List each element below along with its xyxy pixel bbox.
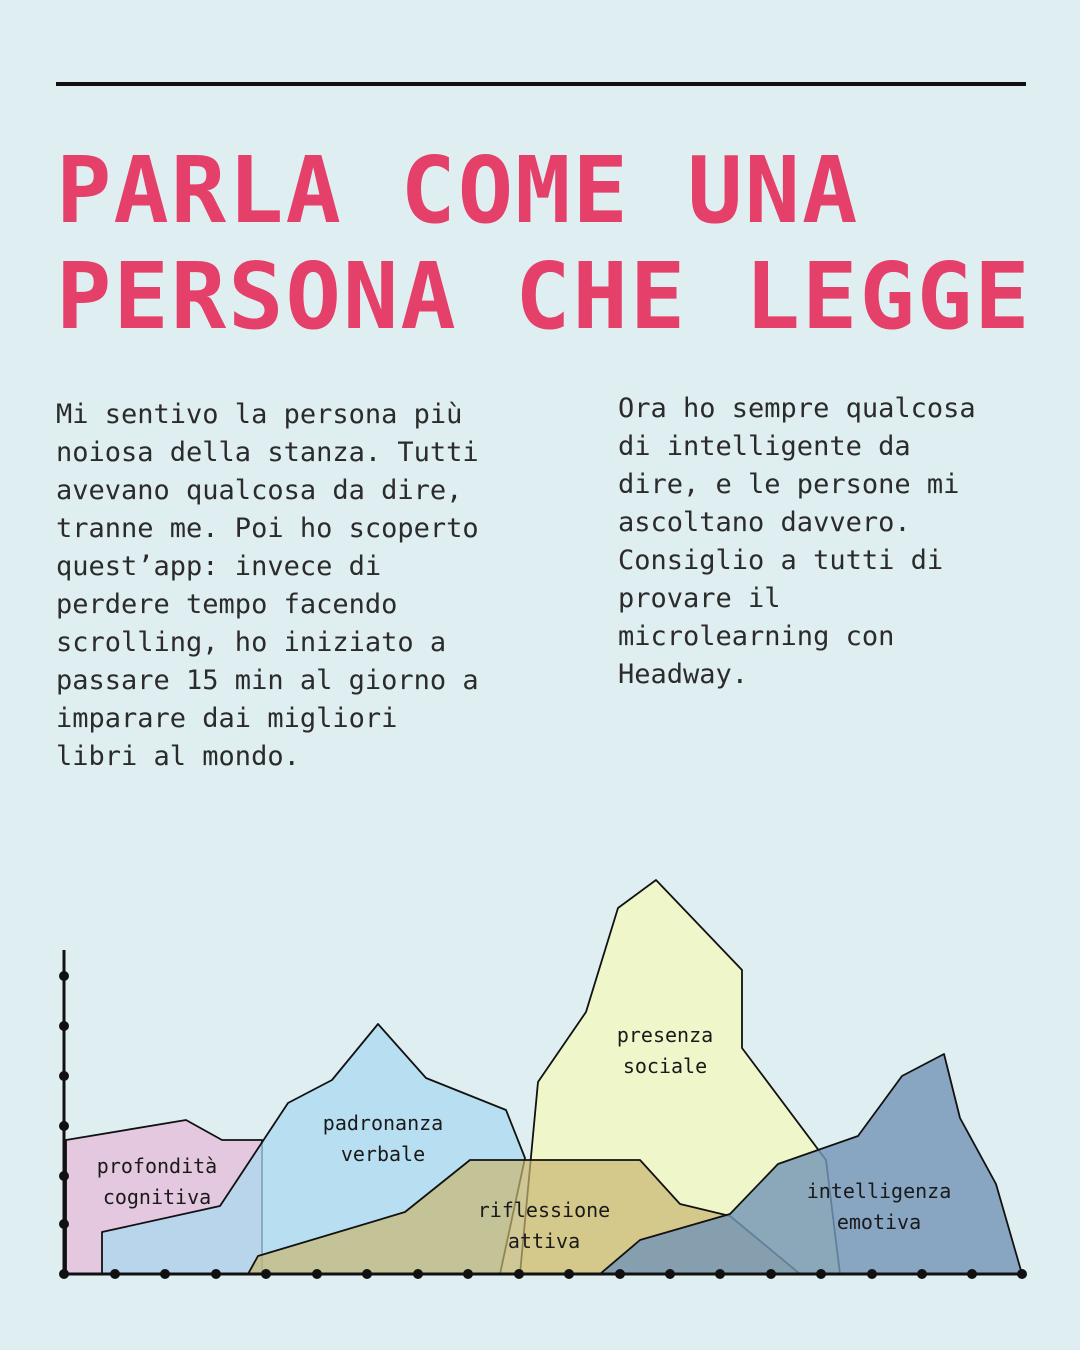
- x-tick: [261, 1269, 271, 1279]
- x-tick: [463, 1269, 473, 1279]
- y-tick: [59, 1171, 69, 1181]
- x-tick: [665, 1269, 675, 1279]
- x-tick: [715, 1269, 725, 1279]
- label-presenza-line1: presenza: [616, 1023, 714, 1047]
- label-riflessione-line2: attiva: [507, 1229, 581, 1253]
- x-tick: [967, 1269, 977, 1279]
- x-tick: [766, 1269, 776, 1279]
- x-tick: [867, 1269, 877, 1279]
- top-rule: [56, 82, 1026, 86]
- x-tick: [110, 1269, 120, 1279]
- skills-area-chart: [0, 860, 1080, 1300]
- x-tick: [211, 1269, 221, 1279]
- x-tick: [59, 1269, 69, 1279]
- label-intelligenza-line1: intelligenza: [806, 1179, 952, 1203]
- x-tick: [362, 1269, 372, 1279]
- x-tick: [514, 1269, 524, 1279]
- label-padronanza-line2: verbale: [340, 1142, 426, 1166]
- x-tick: [413, 1269, 423, 1279]
- x-tick: [564, 1269, 574, 1279]
- y-tick: [59, 1219, 69, 1229]
- label-profondita-line1: profondità: [96, 1154, 218, 1178]
- x-tick: [1017, 1269, 1027, 1279]
- label-intelligenza-line2: emotiva: [836, 1210, 922, 1234]
- label-profondita-line2: cognitiva: [102, 1185, 212, 1209]
- x-tick: [917, 1269, 927, 1279]
- headline-line-2: PERSONA CHE LEGGE: [56, 243, 1032, 350]
- y-tick: [59, 1071, 69, 1081]
- x-tick: [160, 1269, 170, 1279]
- y-tick: [59, 971, 69, 981]
- paragraph-left: Mi sentivo la persona più noiosa della stanza. Tutti avevano qualcosa da dire, tranne me. Poi ho scoperto quest’app: invece di perdere tempo facendo scrolling, ho iniziato a passare 15 min al giorno a imparare dai migliori libri al mondo.: [56, 399, 479, 772]
- paragraph-right: Ora ho sempre qualcosa di intelligente da dire, e le persone mi ascoltano davvero. Consiglio a tutti di provare il microlearning con Headway.: [618, 393, 976, 690]
- label-padronanza-line1: padronanza: [322, 1111, 444, 1135]
- x-tick: [312, 1269, 322, 1279]
- headline-line-1: PARLA COME UNA: [56, 137, 860, 244]
- y-tick: [59, 1021, 69, 1031]
- x-tick: [615, 1269, 625, 1279]
- label-riflessione-line1: riflessione: [477, 1198, 611, 1222]
- x-tick: [816, 1269, 826, 1279]
- headline: [56, 138, 1046, 350]
- y-tick: [59, 1121, 69, 1131]
- label-presenza-line2: sociale: [622, 1054, 708, 1078]
